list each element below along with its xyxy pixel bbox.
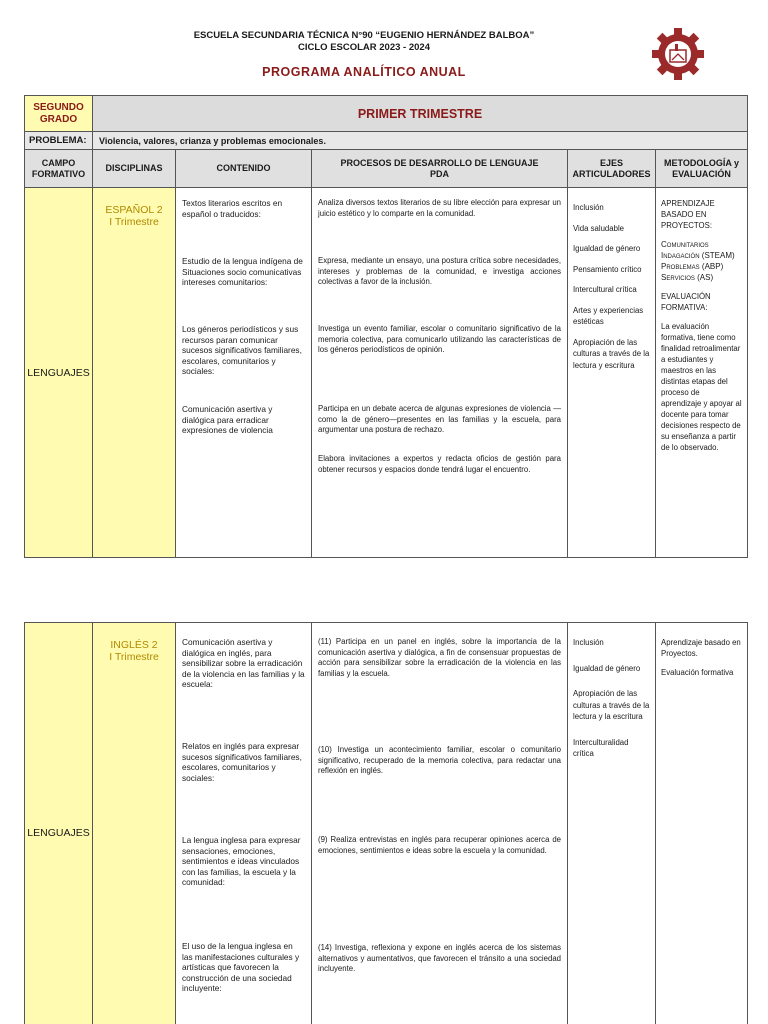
metodologia-cell <box>656 623 748 1024</box>
contenido-item: Textos literarios escritos en español o traducidos: <box>182 198 283 219</box>
program-table-espanol <box>24 95 748 558</box>
col-header-pda <box>312 150 568 188</box>
contenido-item: Los géneros periodísticos y sus recursos paran comunicar sucesos significativos familiares, escolares, comunitarios y sociales: <box>182 324 302 376</box>
grade-label: SEGUNDO GRADO <box>25 96 93 132</box>
metodologia-item: Aprendizaje basado en Proyectos. <box>661 638 741 658</box>
eje-item: Inclusión <box>573 203 604 212</box>
pda-item: Expresa, mediante un ensayo, una postura crítica sobre necesidades, intereses y problemas de la comunidad, e investiga acciones colectivas a favor de la inclusión. <box>318 256 561 286</box>
contenido-item: Comunicación asertiva y dialógica para erradicar expresiones de violencia <box>182 404 273 435</box>
contenido-item: Comunicación asertiva y dialógica en inglés, para sensibilizar sobre la erradicación de la violencia en las familias y la escuela: <box>182 637 305 689</box>
school-gear-logo-icon <box>648 24 708 84</box>
disciplina-trimester: I Trimestre <box>109 216 159 228</box>
eje-item: Inclusión <box>573 638 604 647</box>
eje-item: Igualdad de género <box>573 244 641 253</box>
pda-item: (9) Realiza entrevistas en inglés para recuperar opiniones acerca de emociones, sentimientos e ideas sobre la escuela y la comunidad. <box>318 835 561 855</box>
disciplina <box>93 623 176 1024</box>
pda-cell <box>312 623 568 1024</box>
contenido-item: Relatos en inglés para expresar sucesos significativos familiares, escolares, comunitarios y sociales: <box>182 741 302 783</box>
trimester-title: PRIMER TRIMESTRE <box>93 96 748 132</box>
eje-item: Pensamiento crítico <box>573 264 642 274</box>
pda-item: (10) Investiga un acontecimiento familiar, escolar o comunitario significativo, recuperado de la memoria colectiva, para redactar una reflexión en inglés. <box>318 745 561 775</box>
metodologia-item: Servicios (AS) <box>661 273 714 282</box>
program-table-ingles <box>24 622 748 1024</box>
metodologia-title: APRENDIZAJE BASADO EN PROYECTOS: <box>661 199 715 230</box>
col-header-campo: CAMPO FORMATIVO <box>25 150 93 188</box>
problem-label: PROBLEMA: <box>25 132 93 150</box>
eje-item: Igualdad de género <box>573 663 641 673</box>
metodologia-item: Evaluación formativa <box>661 668 734 677</box>
pda-item: Investiga un evento familiar, escolar o comunitario significativo de la memoria colectiva, para comunicarlo utilizando las características de los géneros periodísticos de opinión. <box>318 324 561 354</box>
col-header-pda-title: PROCESOS DE DESARROLLO DE LENGUAJE <box>340 157 539 168</box>
problem-text: Violencia, valores, crianza y problemas emocionales. <box>93 132 748 150</box>
evaluacion-title: EVALUACIÓN FORMATIVA: <box>661 292 711 312</box>
document-header <box>0 0 768 95</box>
metodologia-item: Comunitarios <box>661 240 709 249</box>
contenido-item: El uso de la lengua inglesa en las manifestaciones culturales y artísticas que favorecen la construcción de una sociedad incluyente: <box>182 941 300 993</box>
campo-formativo: LENGUAJES <box>25 623 93 1024</box>
contenido-cell <box>176 623 312 1024</box>
school-name: ESCUELA SECUNDARIA TÉCNICA N°90 “EUGENIO HERNÁNDEZ BALBOA” <box>193 30 535 41</box>
pda-item: Analiza diversos textos literarios de su libre elección para expresar un juicio estético y lo comparte en la comunidad. <box>318 198 561 218</box>
disciplina-name: INGLÉS 2 <box>110 639 158 651</box>
eje-item: Intercultural crítica <box>573 285 637 294</box>
pda-cell <box>312 188 568 558</box>
campo-formativo: LENGUAJES <box>25 188 93 558</box>
pda-item: (14) Investiga, reflexiona y expone en inglés acerca de los sistemas alternativos y aumentativos, que favorecen el tránsito a una sociedad incluyente. <box>318 943 561 973</box>
metodologia-item: Problemas (ABP) <box>661 262 724 271</box>
pda-item: (11) Participa en un panel en inglés, sobre la importancia de la comunicación asertiva y dialógica, a fin de consensuar propuestas de acción para sensibilizar sobre la erradicación de la violencia en las familias y la escuela. <box>318 637 561 678</box>
evaluacion-text: La evaluación formativa, tiene como finalidad retroalimentar a estudiantes y maestros en las distintas etapas del proceso de aprendizaje y apoyar al docente para tomar decisiones respecto de su enseñanza a partir de lo observado. <box>661 322 742 452</box>
eje-item: Apropiación de las culturas a través de la lectura y escritura <box>573 337 650 370</box>
pda-item: Elabora invitaciones a expertos y redacta oficios de gestión para obtener recursos y espacios donde tendrá lugar el encuentro. <box>318 454 561 474</box>
contenido-item: Estudio de la lengua indígena de Situaciones socio comunicativas intereses comunitarios: <box>182 256 303 287</box>
contenido-cell <box>176 188 312 558</box>
disciplina-name: ESPAÑOL 2 <box>105 204 163 216</box>
program-title: PROGRAMA ANALÍTICO ANUAL <box>262 65 466 79</box>
eje-item: Vida saludable <box>573 223 625 233</box>
pda-item: Participa en un debate acerca de algunas expresiones de violencia —como la de género—presentes en las familias y la escuela, para argumentar una postura de rechazo. <box>318 404 561 434</box>
contenido-item: La lengua inglesa para expresar sensaciones, emociones, sentimientos e ideas vinculados con las familias, la escuela y la comunidad: <box>182 835 301 887</box>
eje-item: Apropiación de las culturas a través de la lectura y la escritura <box>573 689 650 721</box>
col-header-metodologia: METODOLOGÍA y EVALUACIÓN <box>656 150 748 188</box>
disciplina-trimester: I Trimestre <box>109 651 159 663</box>
col-header-ejes: EJES ARTICULADORES <box>568 150 656 188</box>
ejes-cell <box>568 188 656 558</box>
metodologia-cell <box>656 188 748 558</box>
col-header-disciplinas: DISCIPLINAS <box>93 150 176 188</box>
metodologia-item: Indagación (STEAM) <box>661 251 735 260</box>
eje-item: Interculturalidad crítica <box>573 737 629 758</box>
col-header-pda-sub: PDA <box>429 168 449 179</box>
col-header-contenido: CONTENIDO <box>176 150 312 188</box>
ejes-cell <box>568 623 656 1024</box>
eje-item: Artes y experiencias estéticas <box>573 305 644 326</box>
school-cycle: CICLO ESCOLAR 2023 - 2024 <box>298 42 430 53</box>
disciplina <box>93 188 176 558</box>
